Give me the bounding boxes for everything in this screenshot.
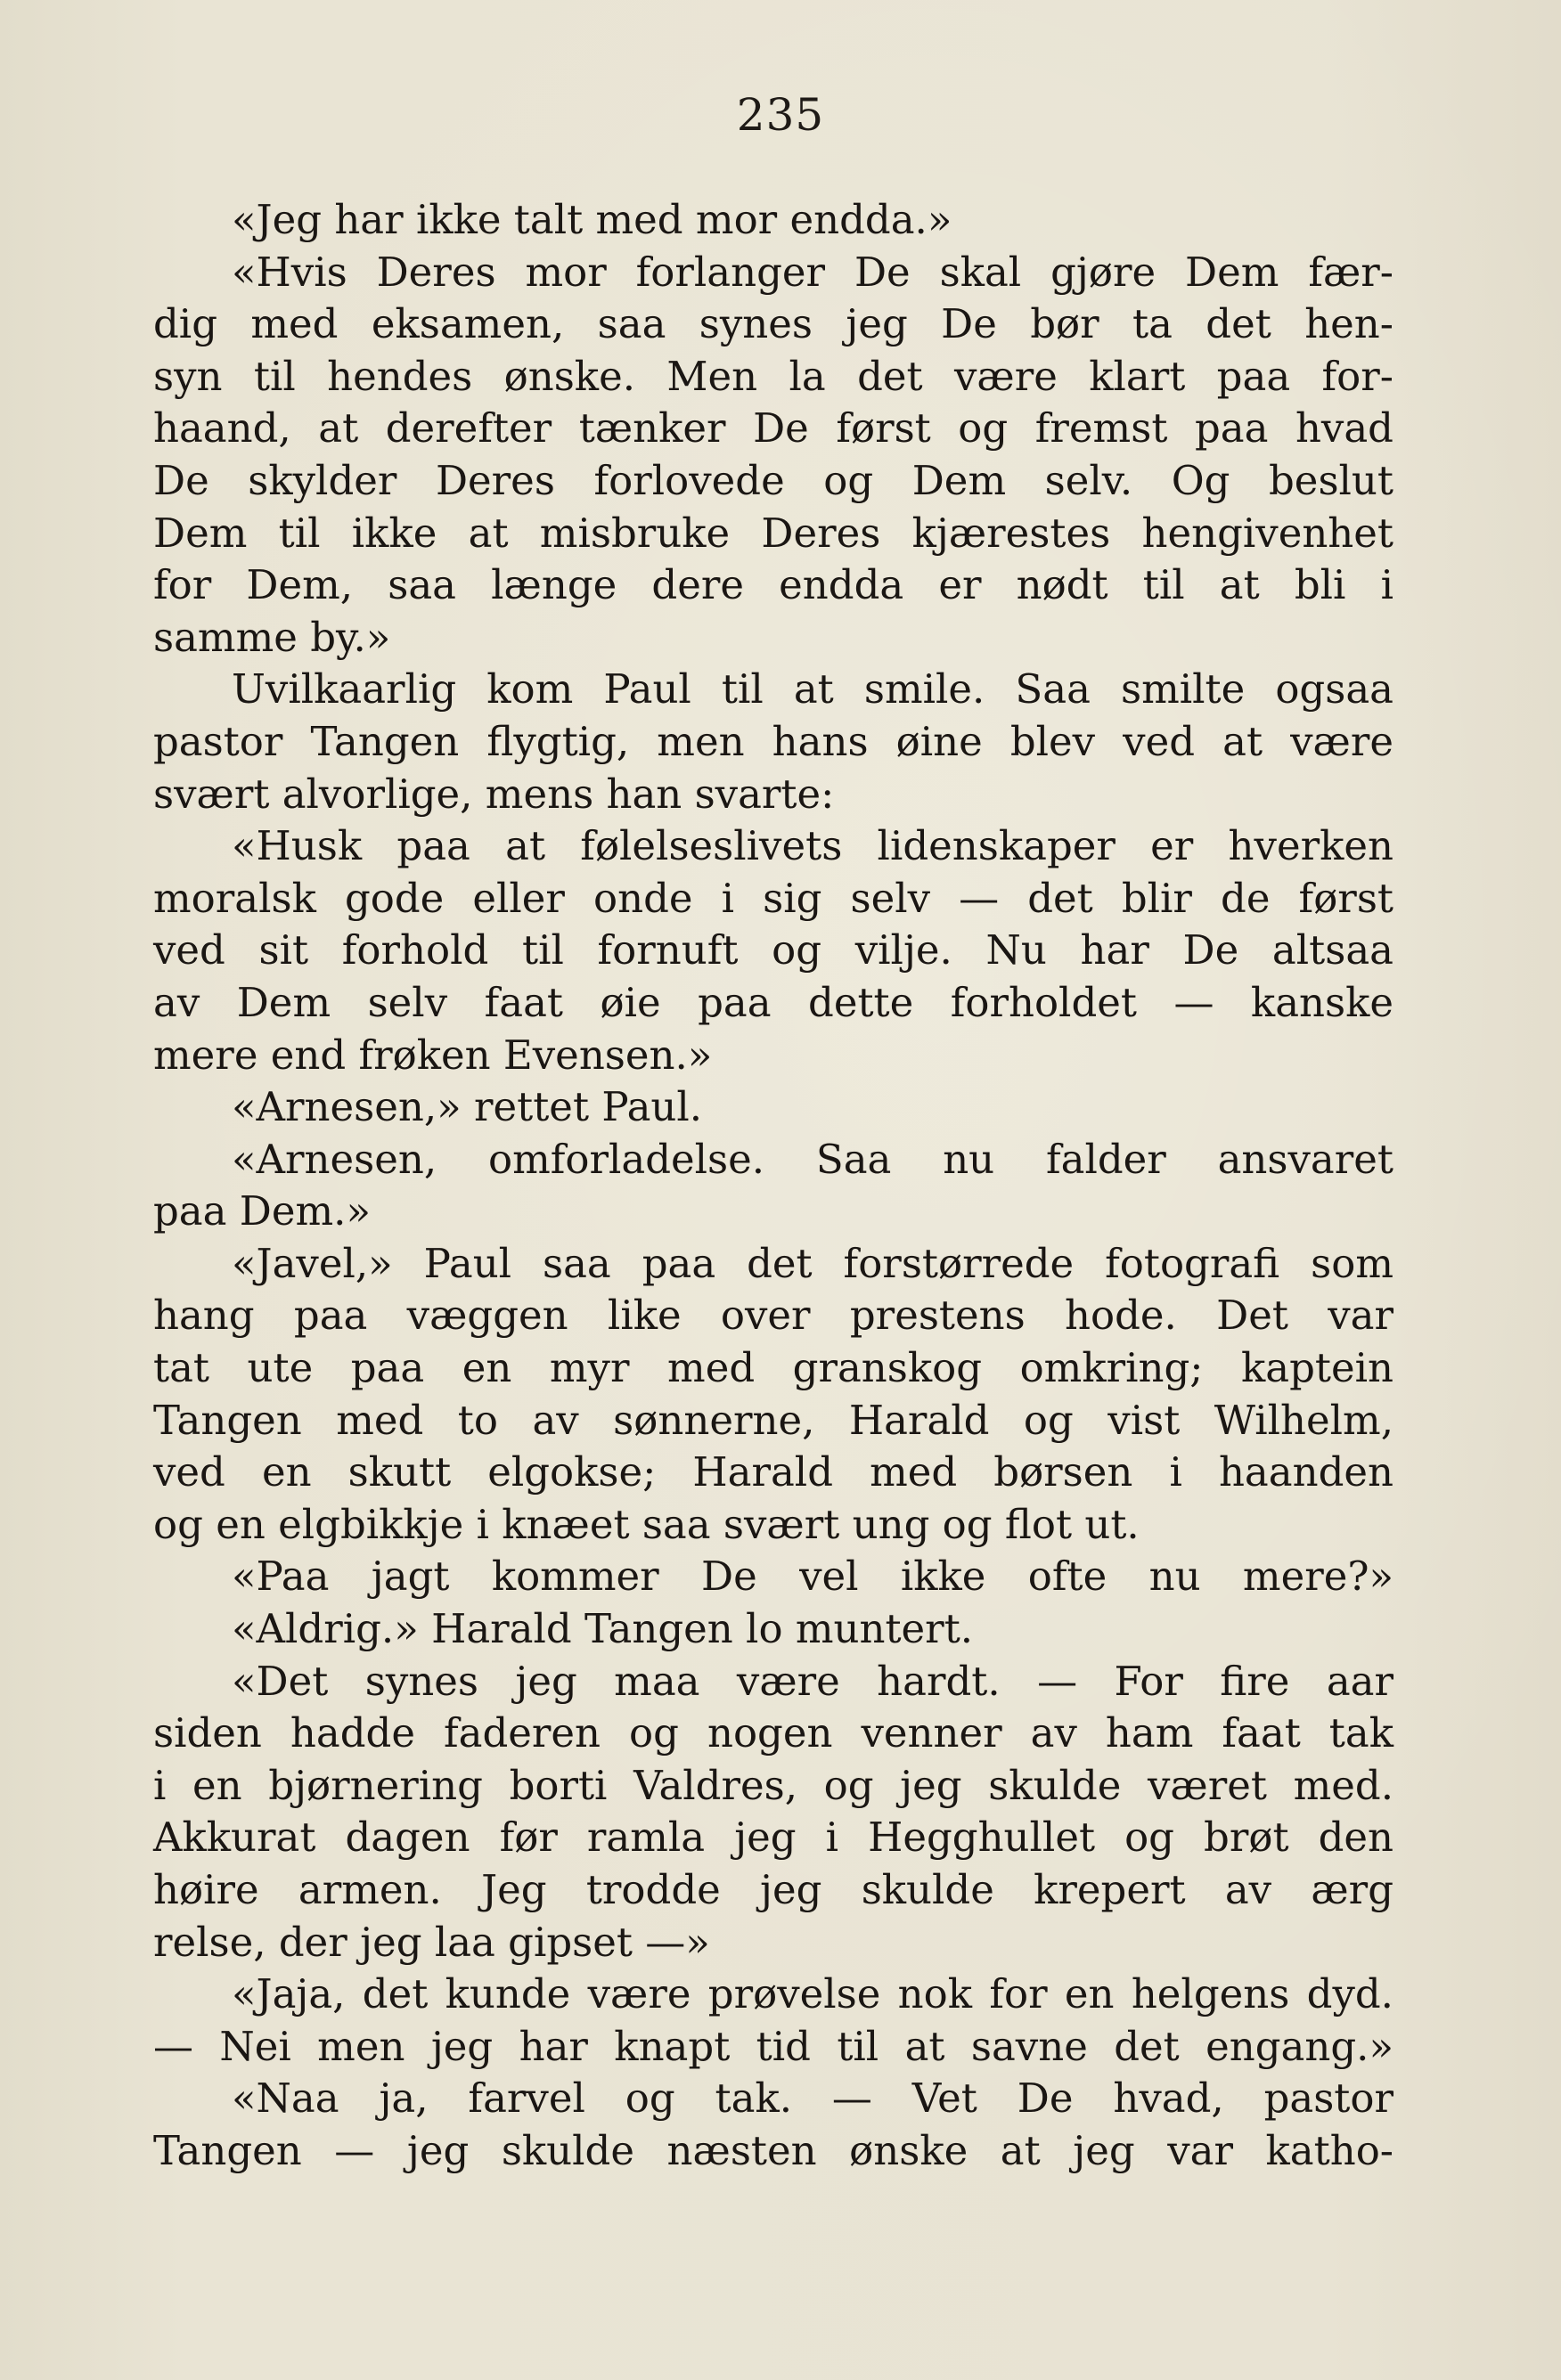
text-line: ved en skutt elgokse; Harald med børsen i haanden <box>153 1448 1393 1496</box>
text-line: i en bjørnering borti Valdres, og jeg skulde været med. <box>153 1761 1393 1809</box>
text-line: Tangen med to av sønnerne, Harald og vist Wilhelm, <box>153 1396 1393 1444</box>
text-line: «Det synes jeg maa være hardt. — For fire aar <box>232 1657 1393 1705</box>
text-line: Akkurat dagen før ramla jeg i Hegghullet og brøt den <box>153 1814 1393 1862</box>
text-line: hang paa væggen like over prestens hode. Det var <box>153 1292 1393 1340</box>
text-line: ved sit forhold til fornuft og vilje. Nu har De altsaa <box>153 926 1393 974</box>
text-line: samme by.» <box>153 613 391 661</box>
text-line: haand, at derefter tænker De først og fremst paa hvad <box>153 404 1393 452</box>
text-line: syn til hendes ønske. Men la det være klart paa for- <box>153 352 1393 400</box>
text-line: dig med eksamen, saa synes jeg De bør ta det hen- <box>153 300 1393 348</box>
text-line: paa Dem.» <box>153 1187 371 1235</box>
text-line: «Aldrig.» Harald Tangen lo muntert. <box>232 1605 974 1653</box>
text-line: «Jeg har ikke talt med mor endda.» <box>232 196 952 243</box>
text-line: — Nei men jeg har knapt tid til at savne det engang.» <box>153 2022 1393 2070</box>
text-line: Dem til ikke at misbruke Deres kjærestes hengivenhet <box>153 509 1393 557</box>
text-line: «Husk paa at følelseslivets lidenskaper er hverken <box>232 822 1393 870</box>
text-line: høire armen. Jeg trodde jeg skulde krepert av ærg <box>153 1866 1393 1913</box>
page-number: 235 <box>736 89 825 141</box>
text-line: «Jaja, det kunde være prøvelse nok for en helgens dyd. <box>232 1970 1393 2018</box>
text-line: tat ute paa en myr med granskog omkring; kaptein <box>153 1344 1393 1392</box>
text-line: «Naa ja, farvel og tak. — Vet De hvad, pastor <box>232 2074 1393 2123</box>
text-line: De skylder Deres forlovede og Dem selv. Og beslut <box>153 456 1393 504</box>
text-line: siden hadde faderen og nogen venner av ham faat tak <box>153 1709 1393 1757</box>
text-line: moralsk gode eller onde i sig selv — det blir de først <box>153 874 1393 922</box>
text-line: Uvilkaarlig kom Paul til at smile. Saa smilte ogsaa <box>232 665 1393 713</box>
text-line: relse, der jeg laa gipset —» <box>153 1918 710 1966</box>
text-line: «Arnesen,» rettet Paul. <box>232 1083 703 1131</box>
text-line: «Paa jagt kommer De vel ikke ofte nu mere?» <box>232 1553 1393 1601</box>
text-line: mere end frøken Evensen.» <box>153 1031 713 1079</box>
body-text <box>153 194 1393 2178</box>
text-line: «Javel,» Paul saa paa det forstørrede fotografi som <box>232 1239 1393 1287</box>
text-line: «Hvis Deres mor forlanger De skal gjøre Dem fær- <box>232 248 1393 296</box>
text-line: Tangen — jeg skulde næsten ønske at jeg var katho- <box>153 2126 1393 2174</box>
text-line: «Arnesen, omforladelse. Saa nu falder ansvaret <box>232 1135 1393 1183</box>
text-line: pastor Tangen flygtig, men hans øine blev ved at være <box>153 717 1393 765</box>
text-line: for Dem, saa længe dere endda er nødt til at bli i <box>153 561 1393 609</box>
text-line: av Dem selv faat øie paa dette forholdet — kanske <box>153 978 1393 1026</box>
text-line: og en elgbikkje i knæet saa svært ung og flot ut. <box>153 1500 1140 1548</box>
text-line: svært alvorlige, mens han svarte: <box>153 770 835 818</box>
